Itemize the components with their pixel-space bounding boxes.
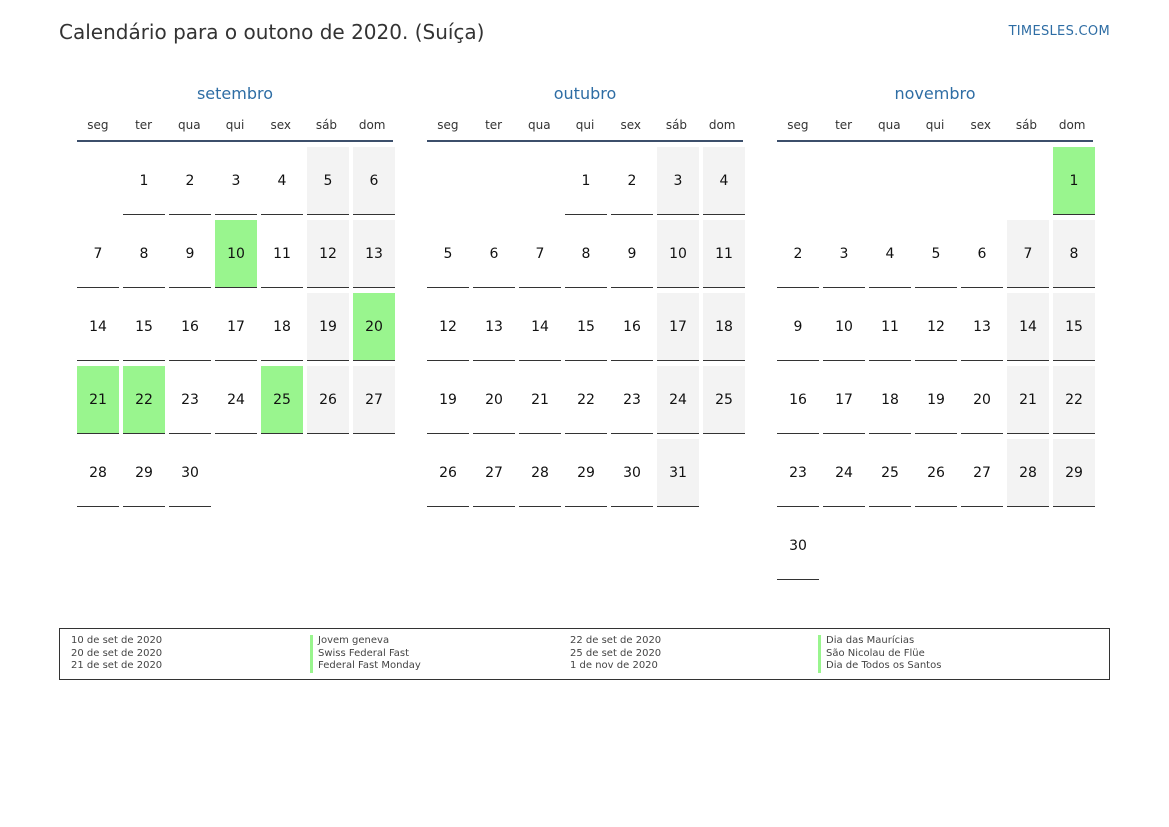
weekday-label: ter xyxy=(135,118,153,132)
day-cell: 26 xyxy=(427,439,469,507)
day-cell: 17 xyxy=(657,293,699,361)
day-cell: 8 xyxy=(565,220,607,288)
legend-date: 20 de set de 2020 xyxy=(71,647,163,659)
day-cell: 19 xyxy=(915,366,957,434)
day-cell: 24 xyxy=(215,366,257,434)
day-cell: 5 xyxy=(307,147,349,215)
weekday-header xyxy=(427,110,743,142)
day-cell: 18 xyxy=(261,293,303,361)
weekday-label: ter xyxy=(835,118,853,132)
day-cell: 4 xyxy=(703,147,745,215)
weekday-label: seg xyxy=(437,118,459,132)
day-cell: 4 xyxy=(261,147,303,215)
weekday-label: qua xyxy=(878,118,901,132)
weekday-label: qui xyxy=(925,118,945,132)
day-cell: 28 xyxy=(1007,439,1049,507)
day-cell: 28 xyxy=(77,439,119,507)
day-cell: 1 xyxy=(565,147,607,215)
day-cell: 30 xyxy=(169,439,211,507)
day-cell: 6 xyxy=(961,220,1003,288)
legend-dates-right xyxy=(570,635,661,673)
legend-names-right xyxy=(818,635,941,673)
legend-dates-left xyxy=(71,635,162,673)
day-cell: 3 xyxy=(823,220,865,288)
day-cell: 9 xyxy=(169,220,211,288)
empty-cell xyxy=(961,147,1003,215)
day-cell: 25 xyxy=(869,439,911,507)
day-cell: 29 xyxy=(1053,439,1095,507)
day-cell: 14 xyxy=(1007,293,1049,361)
day-cell: 11 xyxy=(703,220,745,288)
day-cell: 31 xyxy=(657,439,699,507)
day-cell: 8 xyxy=(123,220,165,288)
day-cell: 20 xyxy=(473,366,515,434)
weekday-label: sáb xyxy=(1015,118,1038,132)
weekday-label: sex xyxy=(970,118,991,132)
weekday-header xyxy=(777,110,1093,142)
day-cell: 24 xyxy=(823,439,865,507)
weekday-label: sex xyxy=(270,118,291,132)
day-grid xyxy=(427,147,743,507)
empty-cell xyxy=(1007,147,1049,215)
legend-holiday-name: Dia de Todos os Santos xyxy=(818,660,941,673)
empty-cell xyxy=(473,147,515,215)
day-cell: 6 xyxy=(353,147,395,215)
empty-cell xyxy=(77,147,119,215)
day-cell: 25 xyxy=(261,366,303,434)
day-cell: 11 xyxy=(869,293,911,361)
day-cell: 4 xyxy=(869,220,911,288)
day-cell: 2 xyxy=(169,147,211,215)
day-cell: 21 xyxy=(1007,366,1049,434)
weekday-label: qua xyxy=(178,118,201,132)
day-cell: 21 xyxy=(519,366,561,434)
legend-holiday-name: Swiss Federal Fast xyxy=(310,648,421,661)
holiday-legend xyxy=(59,628,1110,680)
month-november xyxy=(777,83,1093,580)
day-cell: 12 xyxy=(427,293,469,361)
empty-cell xyxy=(869,147,911,215)
day-cell: 22 xyxy=(565,366,607,434)
empty-cell xyxy=(777,147,819,215)
day-cell: 16 xyxy=(169,293,211,361)
day-grid xyxy=(777,147,1093,580)
day-cell: 2 xyxy=(777,220,819,288)
day-cell: 19 xyxy=(307,293,349,361)
day-cell: 21 xyxy=(77,366,119,434)
empty-cell xyxy=(427,147,469,215)
day-cell: 29 xyxy=(123,439,165,507)
legend-names-left xyxy=(310,635,421,673)
day-cell: 13 xyxy=(473,293,515,361)
day-cell: 20 xyxy=(961,366,1003,434)
weekday-label: seg xyxy=(87,118,109,132)
day-cell: 11 xyxy=(261,220,303,288)
day-cell: 16 xyxy=(777,366,819,434)
day-grid xyxy=(77,147,393,507)
page-title: Calendário para o outono de 2020. (Suíça) xyxy=(59,20,485,44)
month-october xyxy=(427,83,743,507)
legend-holiday-name: São Nicolau de Flüe xyxy=(818,648,941,661)
weekday-label: dom xyxy=(358,118,386,132)
day-cell: 19 xyxy=(427,366,469,434)
legend-date: 25 de set de 2020 xyxy=(570,647,662,659)
day-cell: 22 xyxy=(1053,366,1095,434)
day-cell: 30 xyxy=(777,512,819,580)
day-cell: 17 xyxy=(823,366,865,434)
day-cell: 27 xyxy=(961,439,1003,507)
day-cell: 10 xyxy=(823,293,865,361)
day-cell: 24 xyxy=(657,366,699,434)
day-cell: 7 xyxy=(519,220,561,288)
day-cell: 5 xyxy=(427,220,469,288)
empty-cell xyxy=(519,147,561,215)
day-cell: 29 xyxy=(565,439,607,507)
day-cell: 10 xyxy=(215,220,257,288)
day-cell: 23 xyxy=(169,366,211,434)
day-cell: 23 xyxy=(777,439,819,507)
day-cell: 26 xyxy=(307,366,349,434)
day-cell: 14 xyxy=(519,293,561,361)
month-name: novembro xyxy=(894,84,976,103)
day-cell: 18 xyxy=(703,293,745,361)
day-cell: 15 xyxy=(123,293,165,361)
legend-date: 21 de set de 2020 xyxy=(71,660,163,671)
weekday-label: ter xyxy=(485,118,503,132)
day-cell: 12 xyxy=(307,220,349,288)
day-cell: 7 xyxy=(77,220,119,288)
legend-date: 22 de set de 2020 xyxy=(570,635,662,646)
day-cell: 13 xyxy=(961,293,1003,361)
month-september xyxy=(77,83,393,507)
weekday-label: sáb xyxy=(665,118,688,132)
day-cell: 10 xyxy=(657,220,699,288)
day-cell: 25 xyxy=(703,366,745,434)
day-cell: 2 xyxy=(611,147,653,215)
weekday-label: qui xyxy=(225,118,245,132)
day-cell: 18 xyxy=(869,366,911,434)
legend-holiday-name: Jovem geneva xyxy=(310,635,421,648)
day-cell: 20 xyxy=(353,293,395,361)
weekday-label: qui xyxy=(575,118,595,132)
day-cell: 9 xyxy=(777,293,819,361)
weekday-label: dom xyxy=(708,118,736,132)
day-cell: 22 xyxy=(123,366,165,434)
day-cell: 28 xyxy=(519,439,561,507)
day-cell: 8 xyxy=(1053,220,1095,288)
month-name: outubro xyxy=(553,84,617,103)
weekday-header xyxy=(77,110,393,142)
legend-date: 10 de set de 2020 xyxy=(71,635,163,646)
day-cell: 14 xyxy=(77,293,119,361)
legend-date: 1 de nov de 2020 xyxy=(570,660,658,671)
weekday-label: seg xyxy=(787,118,809,132)
legend-holiday-name: Dia das Maurícias xyxy=(818,635,941,648)
day-cell: 1 xyxy=(123,147,165,215)
weekday-label: sex xyxy=(620,118,641,132)
day-cell: 3 xyxy=(657,147,699,215)
day-cell: 17 xyxy=(215,293,257,361)
day-cell: 3 xyxy=(215,147,257,215)
month-name: setembro xyxy=(196,84,274,103)
day-cell: 27 xyxy=(473,439,515,507)
day-cell: 9 xyxy=(611,220,653,288)
legend-holiday-name: Federal Fast Monday xyxy=(310,660,421,673)
day-cell: 27 xyxy=(353,366,395,434)
day-cell: 13 xyxy=(353,220,395,288)
day-cell: 30 xyxy=(611,439,653,507)
day-cell: 16 xyxy=(611,293,653,361)
day-cell: 26 xyxy=(915,439,957,507)
weekday-label: sáb xyxy=(315,118,338,132)
day-cell: 12 xyxy=(915,293,957,361)
day-cell: 5 xyxy=(915,220,957,288)
empty-cell xyxy=(823,147,865,215)
weekday-label: qua xyxy=(528,118,551,132)
day-cell: 23 xyxy=(611,366,653,434)
empty-cell xyxy=(915,147,957,215)
day-cell: 1 xyxy=(1053,147,1095,215)
day-cell: 6 xyxy=(473,220,515,288)
weekday-label: dom xyxy=(1058,118,1086,132)
site-link[interactable]: TIMESLES.COM xyxy=(1008,24,1110,39)
day-cell: 15 xyxy=(1053,293,1095,361)
day-cell: 7 xyxy=(1007,220,1049,288)
day-cell: 15 xyxy=(565,293,607,361)
